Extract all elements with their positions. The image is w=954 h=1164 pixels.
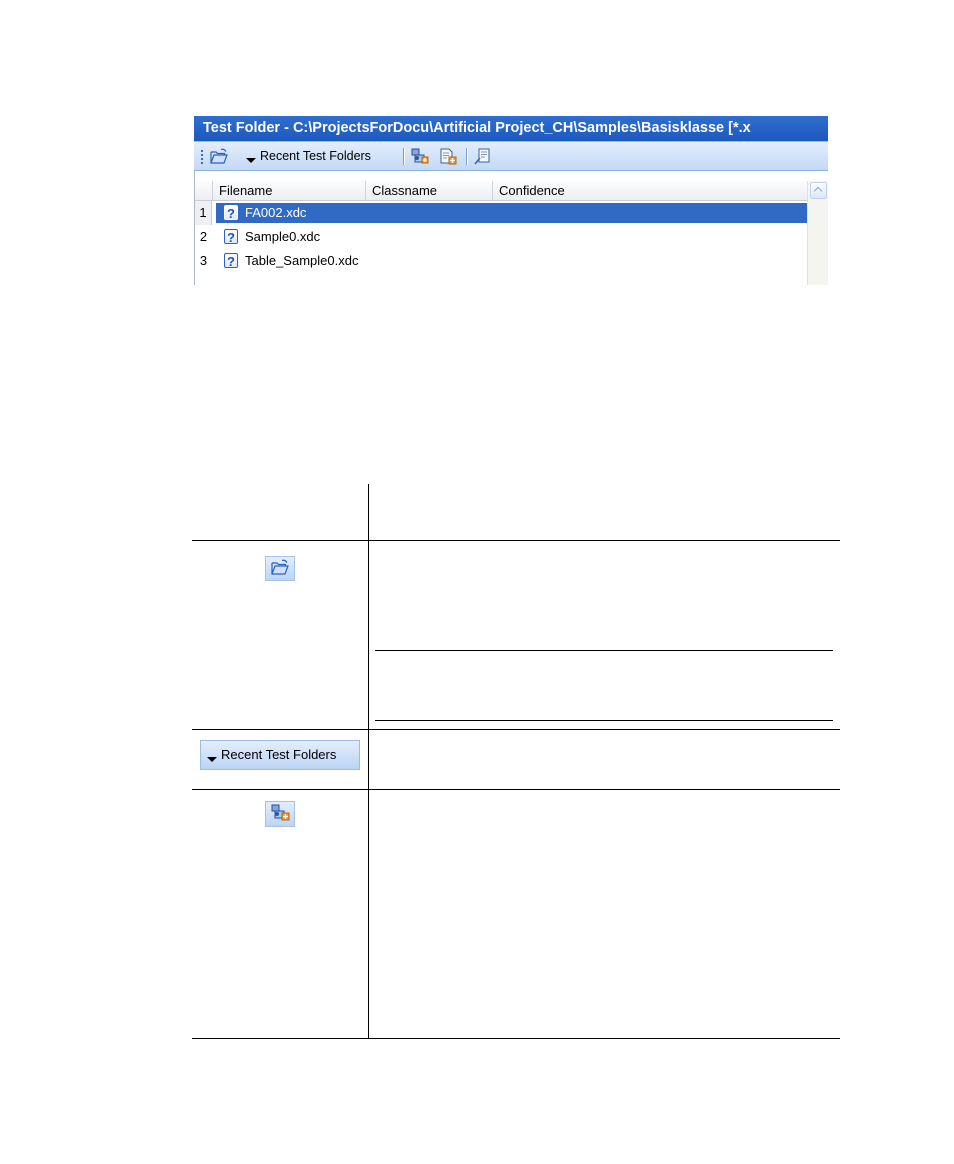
filename-cell[interactable] [216,251,807,271]
recent-test-folders-label: Recent Test Folders [221,747,337,762]
open-folder-icon[interactable] [210,148,228,165]
toolbar-separator [403,148,405,165]
table-row-divider [192,789,840,790]
table-row-divider [192,540,840,541]
table-row[interactable] [195,201,807,225]
toolbar-separator [466,148,468,165]
table-row[interactable] [195,249,807,273]
scroll-up-icon[interactable] [810,182,827,199]
row-number: 2 [195,225,212,249]
recent-test-folders-label: Recent Test Folders [260,149,371,163]
dropdown-arrow-icon [246,158,256,163]
open-folder-icon [265,556,295,581]
table-bottom-border [192,1038,840,1039]
filename-text: FA002.xdc [245,205,307,220]
window-title: Test Folder - C:\ProjectsForDocu\Artificial Project_CH\Samples\Basisklasse [*.x [194,116,828,141]
classify-icon [265,801,295,827]
test-folder-window [194,116,828,285]
table-row[interactable] [195,225,807,249]
row-number-header [195,181,213,200]
question-mark-icon: ? [224,229,238,244]
filename-cell[interactable] [216,227,807,247]
filename-text: Sample0.xdc [245,229,321,244]
row-number: 3 [195,249,212,273]
column-header-filename[interactable]: Filename [213,181,366,200]
filename-cell[interactable] [216,203,807,223]
note-divider [375,720,833,721]
test-file-grid [194,171,828,285]
recent-test-folders-button[interactable] [246,142,371,170]
recent-test-folders-button-image [200,740,360,770]
question-mark-icon: ? [224,205,238,220]
add-document-icon[interactable] [439,148,457,165]
column-header-confidence[interactable]: Confidence [499,183,565,198]
toolbar-grip[interactable] [201,150,203,164]
filename-text: Table_Sample0.xdc [245,253,359,268]
classify-icon[interactable] [411,148,429,165]
column-header-classname[interactable]: Classname [366,181,493,200]
row-number: 1 [195,201,212,225]
grid-header [195,181,807,201]
toolbar [194,141,828,171]
table-row-divider [192,729,840,730]
question-mark-icon: ? [224,253,238,268]
vertical-scrollbar[interactable] [807,181,828,285]
note-divider [375,650,833,651]
dropdown-arrow-icon [207,757,217,762]
table-column-divider [368,484,369,1039]
report-icon[interactable] [474,148,492,165]
